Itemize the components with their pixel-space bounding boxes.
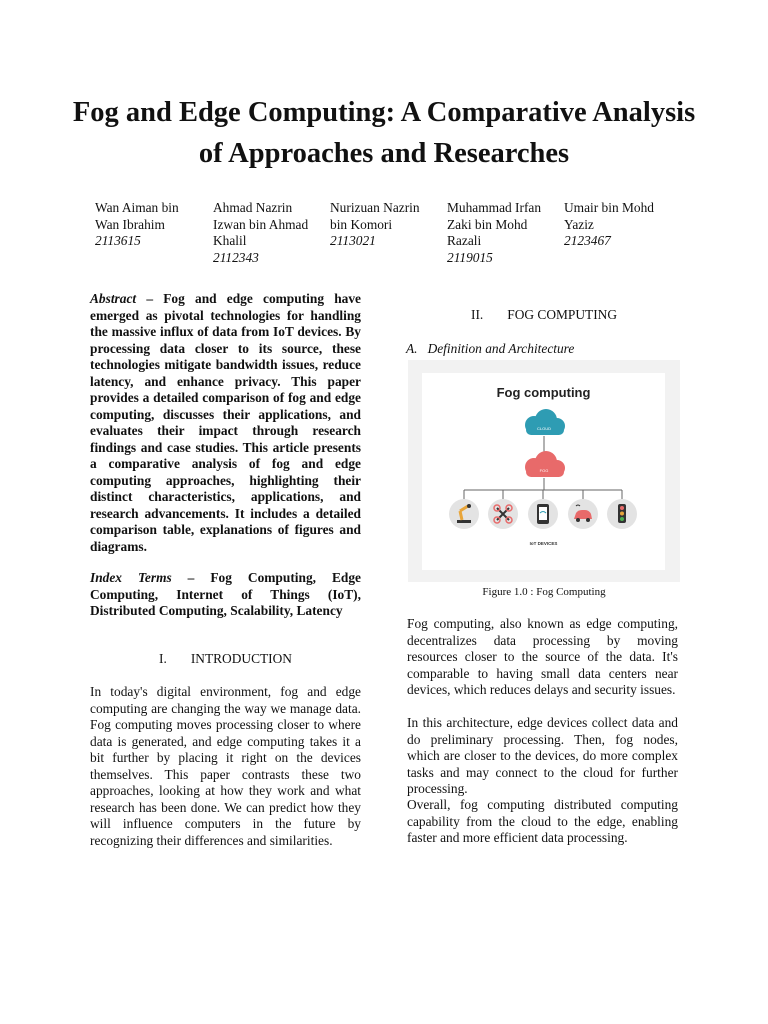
- figure-caption: Figure 1.0 : Fog Computing: [482, 586, 606, 598]
- section-heading-fog-computing: [408, 307, 680, 324]
- author-name-line: Wan Ibrahim: [95, 216, 165, 232]
- fog-paragraph-1: Fog computing, also known as edge computing, decentralizes data processing by moving resources closer to the source of the data. It's comparable to having small data centers near devices, which reduces delays and security issues.: [407, 616, 678, 697]
- author-3: [330, 200, 450, 250]
- author-name-line: Izwan bin Ahmad: [213, 216, 309, 232]
- robot-arm-icon: [449, 499, 479, 529]
- introduction-paragraph: In today's digital environment, fog and edge computing are changing the way we manage data. Fog computing moves processing closer to where data is generated, and edge computing takes it a bit further by placing it right on the devices themselves. This paper contrasts these two approaches, looking at how they work and what research has been done. We can predict how they will influence computers in the future by recognizing their differences and similarities.: [90, 684, 361, 848]
- fog-diagram: [422, 373, 665, 570]
- index-terms-text: Fog Computing, Edge Computing, Internet of Things (IoT), Distributed Computing, Scalability, Latency: [90, 570, 361, 618]
- fog-label: FOG: [539, 468, 549, 473]
- abstract-text: Fog and edge computing have emerged as pivotal technologies for handling the massive influx of data from IoT devices. By processing data closer to its source, these technologies mitigate bandwidth issues, reduce latency, and enhance privacy. This paper provides a detailed comparison of fog and edge computing, discusses their applications, and evaluates their impact through research findings and case studies. This article presents a comparative analysis of fog and edge computing approaches, highlighting their distinct characteristics, applications, and research advancements. It includes a detailed comparison table, explanations of figures and diagrams.: [90, 291, 362, 554]
- figure-fog-computing: [408, 360, 680, 582]
- fog-paragraph-2: In this architecture, edge devices collect data and do preliminary processing. Then, fog nodes, which are closer to the devices, do more complex tasks and may connect to the cloud for further processing.: [407, 715, 678, 796]
- figure-canvas: [422, 373, 665, 570]
- paper-title: Fog and Edge Computing: A Comparative Analysis of Approaches and Researches: [72, 97, 696, 169]
- author-id: 2113021: [330, 233, 376, 248]
- traffic-light-icon: [607, 499, 637, 529]
- author-5: [564, 200, 684, 250]
- author-name-line: Zaki bin Mohd: [447, 216, 528, 232]
- abstract-dash: –: [136, 291, 164, 306]
- author-name-line: Nurizuan Nazrin: [330, 200, 420, 215]
- author-name-line: bin Komori: [330, 216, 393, 232]
- section-number: I.: [159, 651, 167, 666]
- devices-label: IoT DEVICES: [529, 541, 558, 546]
- car-icon: [568, 499, 598, 529]
- author-2: [213, 200, 333, 266]
- fog-icon: [525, 451, 565, 477]
- section-title: INTRODUCTION: [190, 651, 292, 666]
- section-number: II.: [470, 307, 484, 322]
- index-terms-label: Index Terms: [90, 570, 172, 585]
- author-id: 2113615: [95, 233, 141, 248]
- cloud-label: CLOUD: [536, 426, 552, 431]
- index-terms: [90, 570, 361, 620]
- author-id: 2112343: [213, 249, 259, 265]
- section-title: FOG COMPUTING: [507, 307, 618, 322]
- author-id: 2123467: [564, 233, 611, 248]
- author-list: [95, 200, 695, 270]
- author-4: [447, 200, 567, 266]
- author-name-line: Wan Aiman bin: [95, 200, 179, 215]
- author-name-line: Khalil: [213, 233, 247, 248]
- author-name-line: Razali: [447, 233, 482, 248]
- author-1: [95, 200, 215, 250]
- abstract-label: Abstract: [90, 291, 137, 306]
- author-name-line: Muhammad Irfan: [447, 200, 542, 215]
- author-name-line: Ahmad Nazrin: [213, 200, 293, 215]
- author-name-line: Umair bin Mohd: [564, 200, 655, 215]
- fog-paragraph-3: Overall, fog computing distributed computing capability from the cloud to the edge, enabling faster and more efficient data processing.: [407, 797, 678, 845]
- drone-icon: [488, 499, 518, 529]
- subsection-heading: A. Definition and Architecture: [406, 341, 575, 356]
- author-id: 2119015: [447, 249, 493, 265]
- diagram-title: Fog computing: [496, 385, 591, 400]
- author-name-line: Yaziz: [564, 216, 594, 232]
- smartphone-icon: [528, 499, 558, 529]
- cloud-icon: [525, 409, 565, 435]
- index-terms-dash: –: [171, 570, 211, 585]
- abstract: [90, 291, 361, 555]
- section-heading-introduction: [90, 651, 361, 668]
